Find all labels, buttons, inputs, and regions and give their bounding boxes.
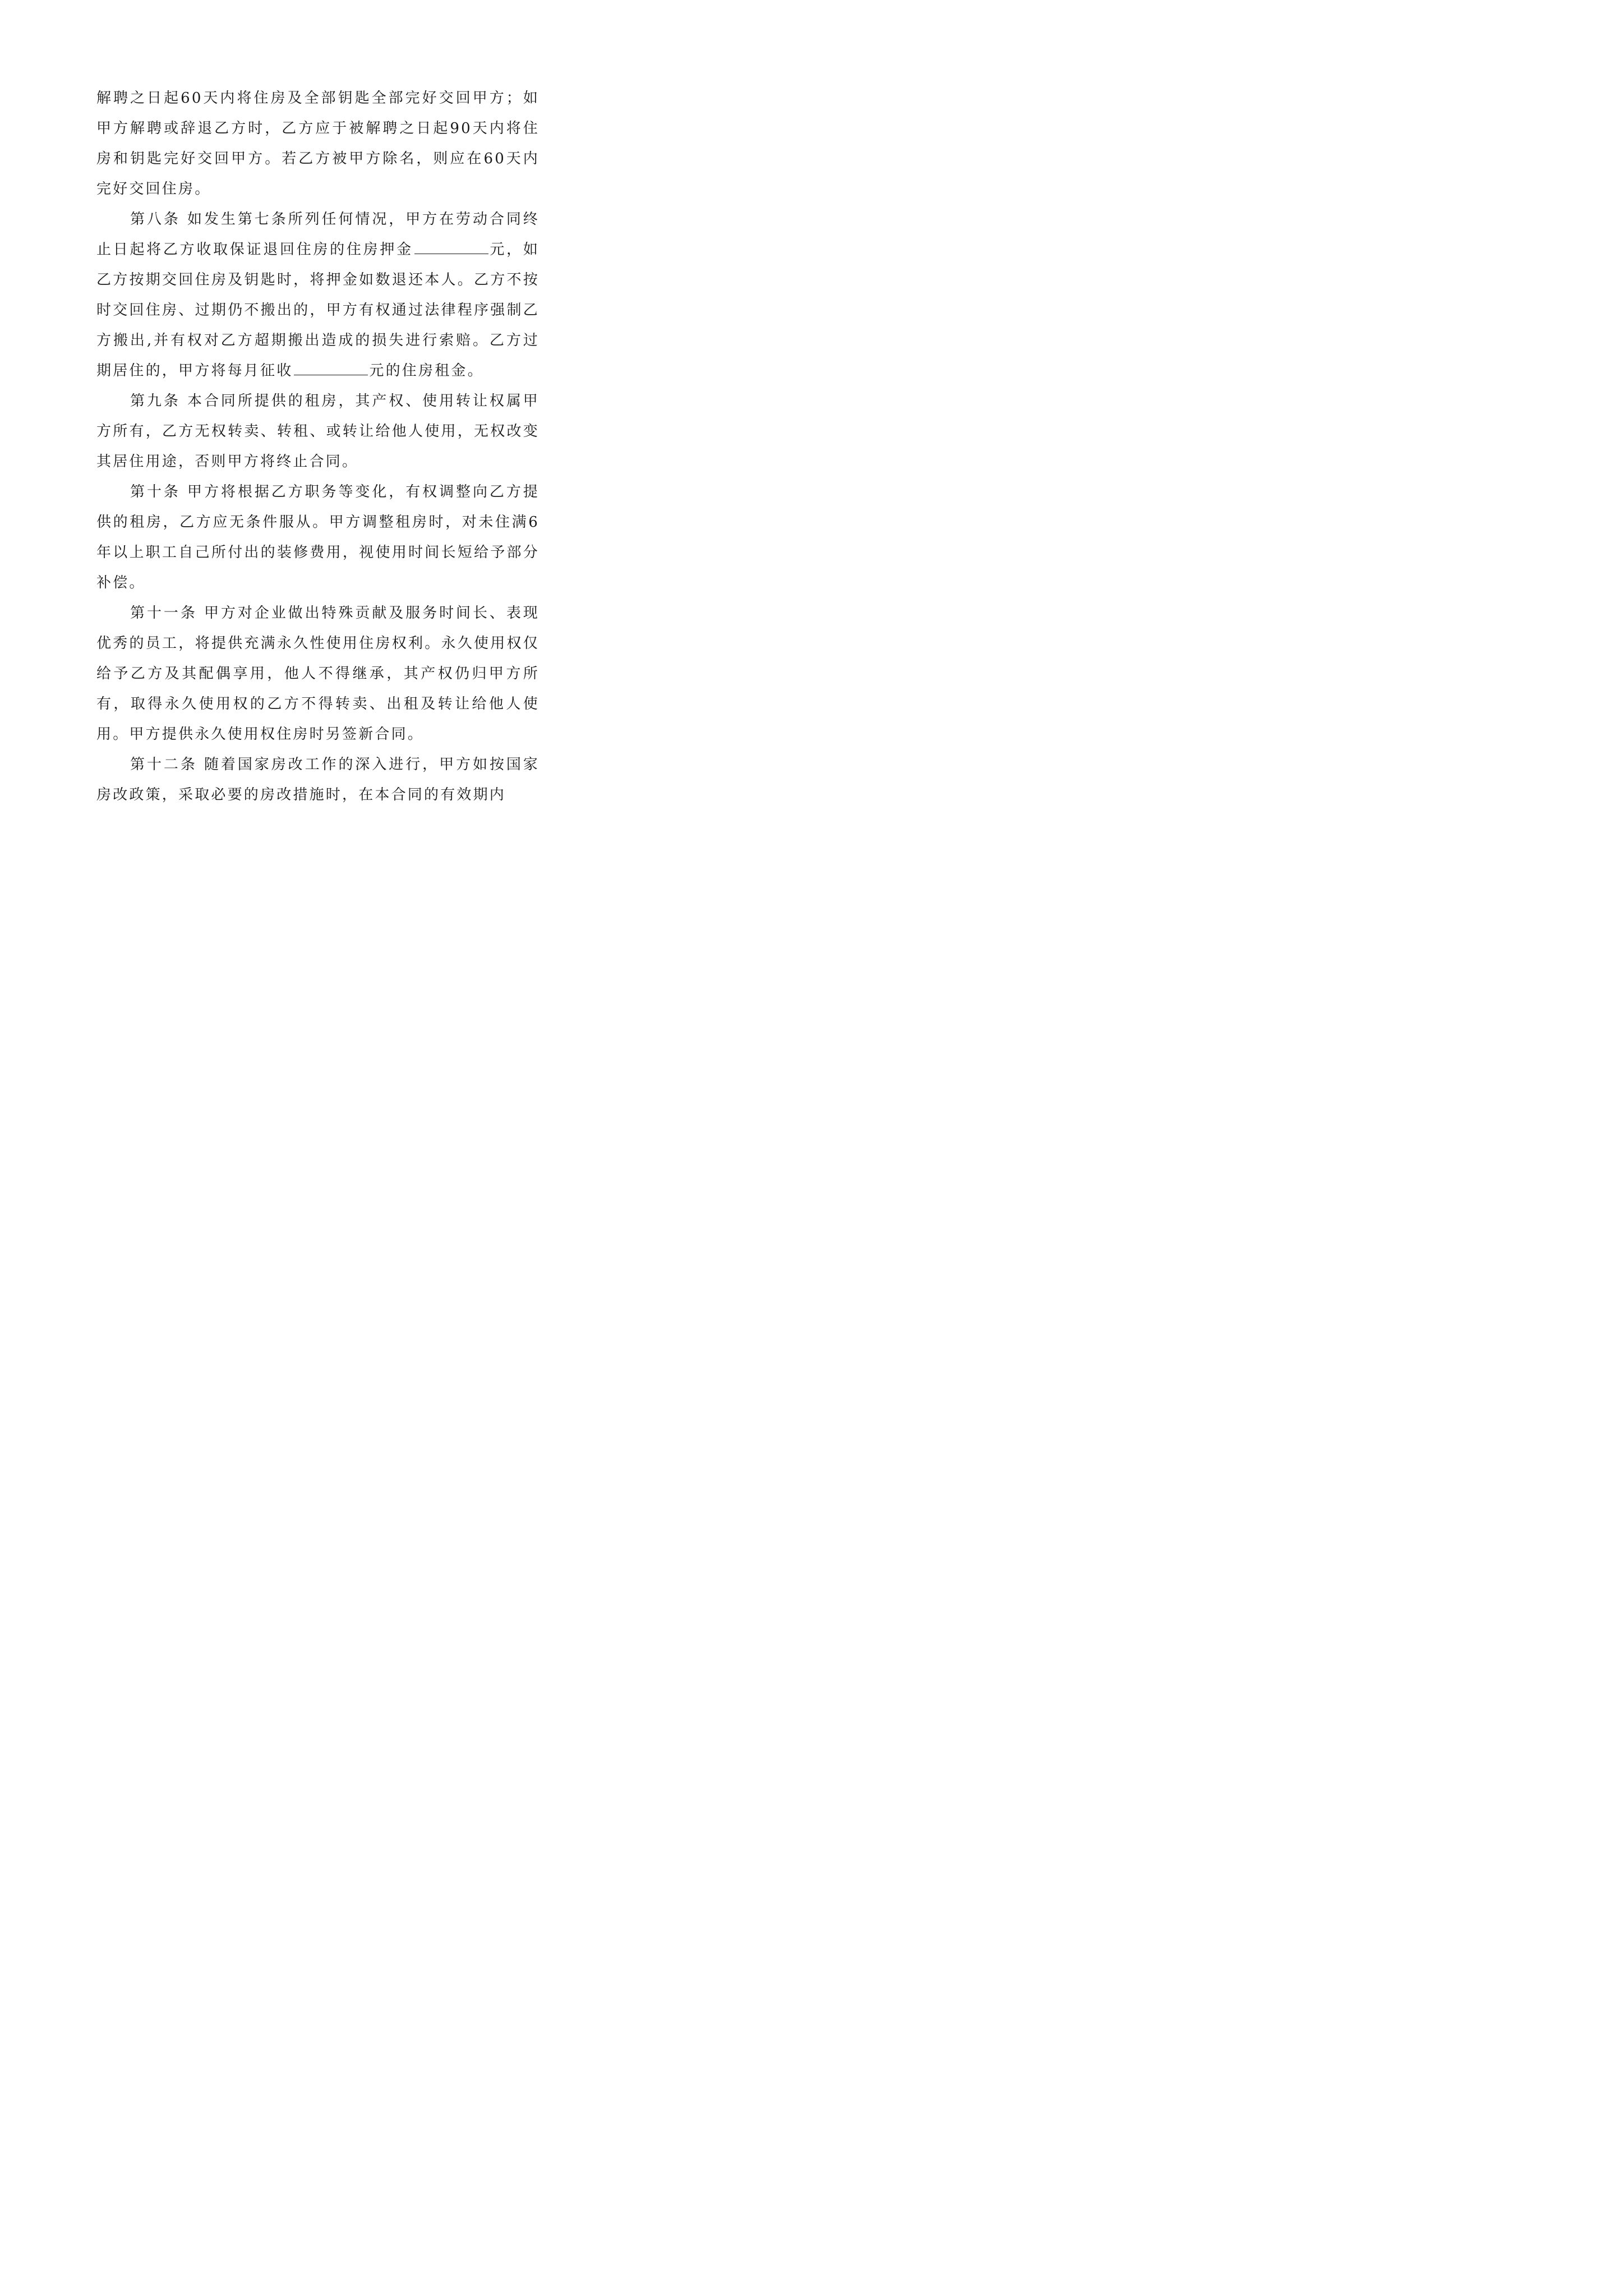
article-12-text: 第十二条 随着国家房改工作的深入进行，甲方如按国家房改政策，采取必要的房改措施时，在本合同的有效期内 [96, 756, 540, 803]
article-11-paragraph [96, 598, 540, 749]
paragraph-text: 解聘之日起60天内将住房及全部钥匙全部完好交回甲方；如甲方解聘或辞退乙方时，乙方应于被解聘之日起90天内将住房和钥匙完好交回甲方。若乙方被甲方除名，则应在60天内完好交回住房。 [96, 90, 540, 197]
article-10-paragraph [96, 477, 540, 598]
document-body [96, 83, 540, 810]
article-9-text: 第九条 本合同所提供的租房，其产权、使用转让权属甲方所有，乙方无权转卖、转租、或转让给他人使用，无权改变其居住用途，否则甲方将终止合同。 [96, 393, 540, 470]
article-8-paragraph [96, 204, 540, 386]
article-8-text-part-1: 第八条 如发生第七条所列任何情况，甲方在劳动合同终止日起将乙方收取保证退回住房的住房押金 [96, 211, 540, 258]
document-page [0, 0, 621, 878]
article-9-paragraph [96, 386, 540, 477]
article-8-text-part-2: 元，如乙方按期交回住房及钥匙时，将押金如数退还本人。乙方不按时交回住房、过期仍不搬出的，甲方有权通过法律程序强制乙方搬出,并有权对乙方超期搬出造成的损失进行索赔。乙方过期居住的，甲方将每月征收 [96, 241, 540, 379]
paragraph-continued [96, 83, 540, 204]
article-10-text: 第十条 甲方将根据乙方职务等变化，有权调整向乙方提供的租房，乙方应无条件服从。甲方调整租房时，对未住满6年以上职工自己所付出的装修费用，视使用时间长短给予部分补偿。 [96, 484, 540, 591]
article-11-text: 第十一条 甲方对企业做出特殊贡献及服务时间长、表现优秀的员工，将提供充满永久性使用住房权利。永久使用权仅给予乙方及其配偶享用，他人不得继承，其产权仍归甲方所有，取得永久使用权的乙方不得转卖、出租及转让给他人使用。甲方提供永久使用权住房时另签新合同。 [96, 605, 540, 743]
article-12-paragraph [96, 749, 540, 810]
deposit-amount-blank [414, 237, 488, 254]
article-8-text-part-3: 元的住房租金。 [369, 362, 484, 379]
monthly-rent-blank [294, 358, 368, 375]
